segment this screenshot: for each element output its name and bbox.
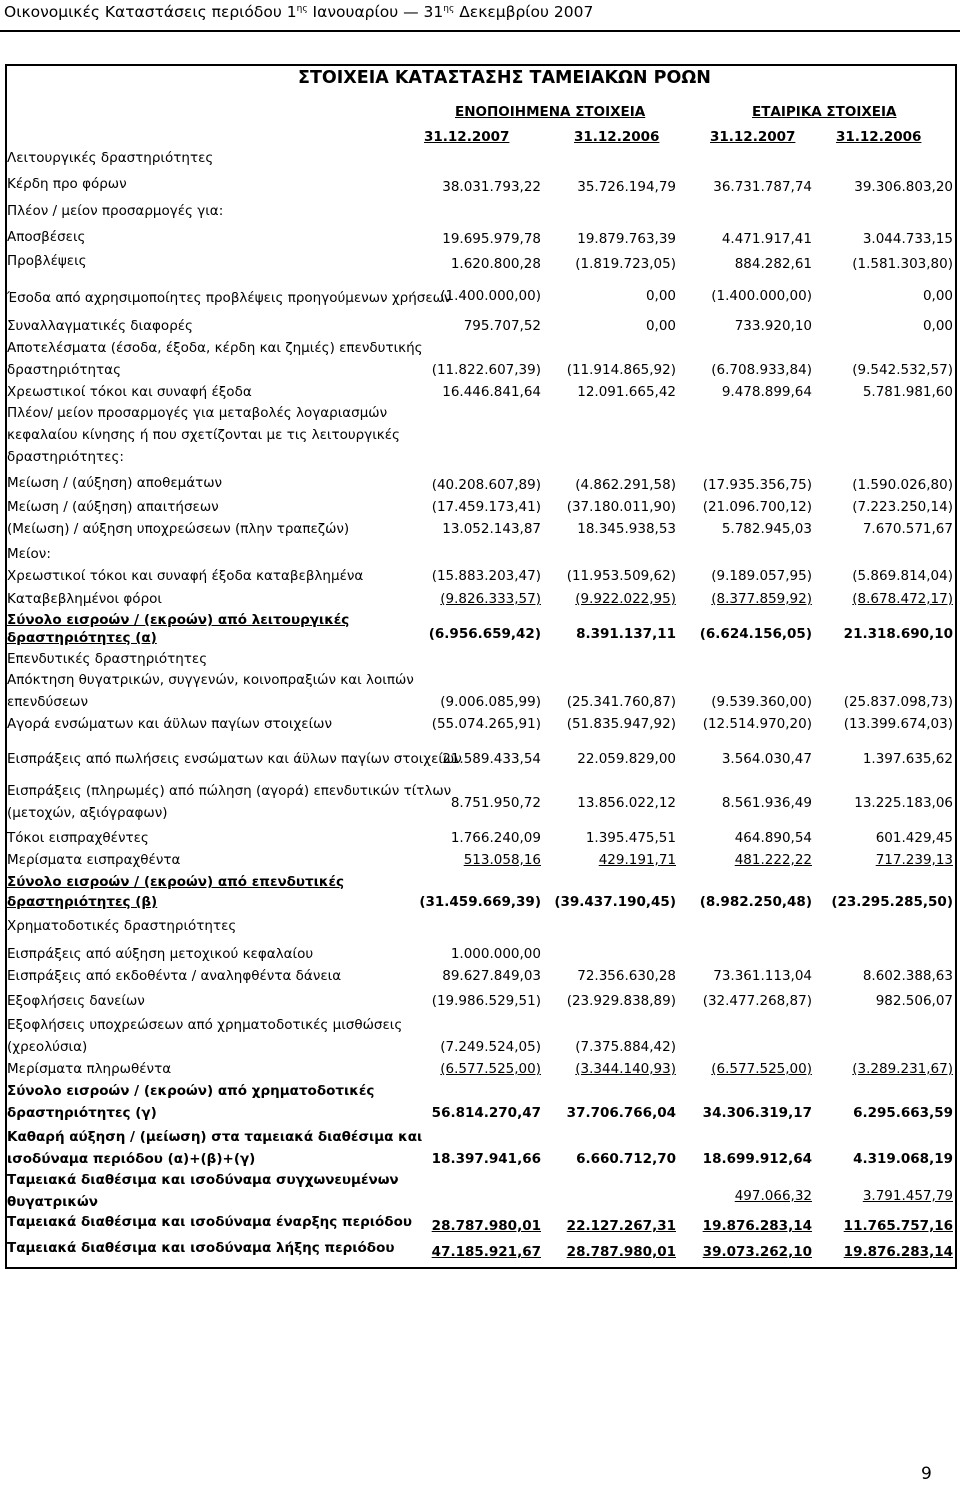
amount-cell: 884.282,61 xyxy=(734,256,812,272)
amount-cell: 18.397.941,66 xyxy=(431,1151,541,1167)
amount-cell: 47.185.921,67 xyxy=(431,1244,541,1260)
amount-cell: (1.400.000,00) xyxy=(711,288,812,304)
amount-cell: 34.306.319,17 xyxy=(702,1105,812,1121)
amount-cell: (1.400.000,00) xyxy=(440,288,541,304)
amount-cell: (32.477.268,87) xyxy=(702,993,812,1009)
amount-cell: (55.074.265,91) xyxy=(431,716,541,732)
amount-cell: (1.819.723,05) xyxy=(575,256,676,272)
amount-cell: 513.058,16 xyxy=(463,852,541,868)
amount-cell: 1.766.240,09 xyxy=(450,830,541,846)
amount-cell: 38.031.793,22 xyxy=(442,179,541,195)
date-header: 31.12.2007 xyxy=(710,129,796,145)
row-label: Χρεωστικοί τόκοι και συναφή έξοδα καταβεβλημένα xyxy=(7,568,364,584)
row-label: δραστηριότητας xyxy=(7,362,121,378)
amount-cell: 36.731.787,74 xyxy=(713,179,812,195)
amount-cell: 6.660.712,70 xyxy=(576,1151,676,1167)
amount-cell: 8.561.936,49 xyxy=(721,795,812,811)
row-label: (χρεολύσια) xyxy=(7,1039,88,1055)
amount-cell: 19.876.283,14 xyxy=(702,1218,812,1234)
amount-cell: (3.344.140,93) xyxy=(575,1061,676,1077)
statement-title: ΣΤΟΙΧΕΙΑ ΚΑΤΑΣΤΑΣΗΣ ΤΑΜΕΙΑΚΩΝ ΡΟΩΝ xyxy=(298,68,711,88)
row-label: Έσοδα από αχρησιμοποίητες προβλέψεις προηγούμενων χρήσεων xyxy=(7,290,452,306)
amount-cell: (7.249.524,05) xyxy=(440,1039,541,1055)
amount-cell: (3.289.231,67) xyxy=(852,1061,953,1077)
amount-cell: (17.459.173,41) xyxy=(431,499,541,515)
row-label: Απόκτηση θυγατρικών, συγγενών, κοινοπραξιών και λοιπών xyxy=(7,672,414,688)
row-label: Μερίσματα εισπραχθέντα xyxy=(7,852,181,868)
row-label: Ταμειακά διαθέσιμα και ισοδύναμα λήξης περιόδου xyxy=(7,1240,395,1256)
row-label: Εξοφλήσεις υποχρεώσεων από χρηματοδοτικές μισθώσεις xyxy=(7,1017,403,1033)
amount-cell: 8.751.950,72 xyxy=(450,795,541,811)
row-label: (μετοχών, αξιόγραφων) xyxy=(7,805,168,821)
amount-cell: 3.564.030,47 xyxy=(721,751,812,767)
row-label: Μείον: xyxy=(7,546,51,562)
amount-cell: 18.345.938,53 xyxy=(577,521,676,537)
row-label: Προβλέψεις xyxy=(7,253,87,269)
amount-cell: (25.837.098,73) xyxy=(843,694,953,710)
row-label: Σύνολο εισροών / (εκροών) από χρηματοδοτικές xyxy=(7,1083,375,1099)
row-label: Χρηματοδοτικές δραστηριότητες xyxy=(7,918,237,934)
amount-cell: (1.581.303,80) xyxy=(852,256,953,272)
amount-cell: 11.765.757,16 xyxy=(843,1218,953,1234)
row-label: Αποσβέσεις xyxy=(7,229,86,245)
amount-cell: (25.341.760,87) xyxy=(566,694,676,710)
row-label: δραστηριότητες (α) xyxy=(7,630,157,646)
row-label: Ταμειακά διαθέσιμα και ισοδύναμα συγχωνευμένων xyxy=(7,1172,399,1188)
row-label: Καθαρή αύξηση / (μείωση) στα ταμειακά διαθέσιμα και xyxy=(7,1129,423,1145)
amount-cell: 35.726.194,79 xyxy=(577,179,676,195)
amount-cell: (9.539.360,00) xyxy=(711,694,812,710)
amount-cell: (9.922.022,95) xyxy=(575,591,676,607)
amount-cell: (5.869.814,04) xyxy=(852,568,953,584)
amount-cell: (8.377.859,92) xyxy=(711,591,812,607)
amount-cell: 4.471.917,41 xyxy=(721,231,812,247)
amount-cell: (6.956.659,42) xyxy=(428,626,541,642)
amount-cell: (15.883.203,47) xyxy=(431,568,541,584)
row-label: Σύνολο εισροών / (εκροών) από λειτουργικές xyxy=(7,612,350,628)
amount-cell: 89.627.849,03 xyxy=(442,968,541,984)
row-label: Μείωση / (αύξηση) απαιτήσεων xyxy=(7,499,219,515)
row-label: Μερίσματα πληρωθέντα xyxy=(7,1061,172,1077)
row-label: Πλέον / μείον προσαρμογές για: xyxy=(7,203,224,219)
amount-cell: 22.059.829,00 xyxy=(577,751,676,767)
amount-cell: (6.577.525,00) xyxy=(711,1061,812,1077)
amount-cell: (23.295.285,50) xyxy=(831,894,953,910)
amount-cell: 13.856.022,12 xyxy=(577,795,676,811)
amount-cell: (9.826.333,57) xyxy=(440,591,541,607)
amount-cell: 28.787.980,01 xyxy=(431,1218,541,1234)
amount-cell: 982.506,07 xyxy=(875,993,953,1009)
amount-cell: 8.391.137,11 xyxy=(576,626,676,642)
amount-cell: (51.835.947,92) xyxy=(566,716,676,732)
amount-cell: (6.624.156,05) xyxy=(699,626,812,642)
amount-cell: 39.306.803,20 xyxy=(854,179,953,195)
amount-cell: 5.781.981,60 xyxy=(862,384,953,400)
amount-cell: 0,00 xyxy=(645,318,676,334)
group-consolidated: ΕΝΟΠΟΙΗΜΕΝΑ ΣΤΟΙΧΕΙΑ xyxy=(455,104,646,120)
amount-cell: 601.429,45 xyxy=(875,830,953,846)
amount-cell: 37.706.766,04 xyxy=(566,1105,676,1121)
amount-cell: 464.890,54 xyxy=(734,830,812,846)
row-label: θυγατρικών xyxy=(7,1194,98,1210)
row-label: (Μείωση) / αύξηση υποχρεώσεων (πλην τραπεζών) xyxy=(7,521,350,537)
amount-cell: (12.514.970,20) xyxy=(702,716,812,732)
amount-cell: (9.189.057,95) xyxy=(711,568,812,584)
amount-cell: 0,00 xyxy=(922,318,953,334)
amount-cell: (8.678.472,17) xyxy=(852,591,953,607)
amount-cell: 19.879.763,39 xyxy=(577,231,676,247)
row-label: Χρεωστικοί τόκοι και συναφή έξοδα xyxy=(7,384,252,400)
amount-cell: 0,00 xyxy=(645,288,676,304)
amount-cell: (31.459.669,39) xyxy=(419,894,541,910)
amount-cell: 3.044.733,15 xyxy=(862,231,953,247)
amount-cell: 72.356.630,28 xyxy=(577,968,676,984)
amount-cell: 19.695.979,78 xyxy=(442,231,541,247)
amount-cell: (6.708.933,84) xyxy=(711,362,812,378)
amount-cell: 1.000.000,00 xyxy=(450,946,541,962)
amount-cell: 21.318.690,10 xyxy=(843,626,953,642)
row-label: Λειτουργικές δραστηριότητες xyxy=(7,150,214,166)
date-header: 31.12.2007 xyxy=(424,129,510,145)
amount-cell: (8.982.250,48) xyxy=(699,894,812,910)
amount-cell: 13.052.143,87 xyxy=(442,521,541,537)
amount-cell: (17.935.356,75) xyxy=(702,477,812,493)
amount-cell: (11.914.865,92) xyxy=(566,362,676,378)
amount-cell: 1.620.800,28 xyxy=(450,256,541,272)
amount-cell: 8.602.388,63 xyxy=(862,968,953,984)
row-label: ισοδύναμα περιόδου (α)+(β)+(γ) xyxy=(7,1151,256,1167)
amount-cell: (13.399.674,03) xyxy=(843,716,953,732)
amount-cell: 1.395.475,51 xyxy=(585,830,676,846)
amount-cell: 4.319.068,19 xyxy=(853,1151,953,1167)
amount-cell: 0,00 xyxy=(922,288,953,304)
amount-cell: 733.920,10 xyxy=(734,318,812,334)
row-label: επενδύσεων xyxy=(7,694,89,710)
group-company: ΕΤΑΙΡΙΚΑ ΣΤΟΙΧΕΙΑ xyxy=(752,104,897,120)
row-label: Τόκοι εισπραχθέντες xyxy=(7,830,149,846)
amount-cell: 21.589.433,54 xyxy=(442,751,541,767)
row-label: δραστηριότητες (γ) xyxy=(7,1105,157,1121)
amount-cell: (7.223.250,14) xyxy=(852,499,953,515)
amount-cell: 1.397.635,62 xyxy=(862,751,953,767)
amount-cell: 9.478.899,64 xyxy=(721,384,812,400)
amount-cell: (6.577.525,00) xyxy=(440,1061,541,1077)
amount-cell: 13.225.183,06 xyxy=(854,795,953,811)
row-label: Εισπράξεις (πληρωμές) από πώληση (αγορά) επενδυτικών τίτλων xyxy=(7,783,452,799)
amount-cell: (37.180.011,90) xyxy=(566,499,676,515)
amount-cell: (9.542.532,57) xyxy=(852,362,953,378)
row-label: Επενδυτικές δραστηριότητες xyxy=(7,651,208,667)
amount-cell: 39.073.262,10 xyxy=(702,1244,812,1260)
date-header: 31.12.2006 xyxy=(574,129,660,145)
amount-cell: 22.127.267,31 xyxy=(566,1218,676,1234)
row-label: κεφαλαίου κίνησης ή που σχετίζονται με τις λειτουργικές xyxy=(7,427,400,443)
row-label: Εισπράξεις από αύξηση μετοχικού κεφαλαίου xyxy=(7,946,314,962)
amount-cell: 5.782.945,03 xyxy=(721,521,812,537)
amount-cell: 19.876.283,14 xyxy=(843,1244,953,1260)
amount-cell: 18.699.912,64 xyxy=(702,1151,812,1167)
row-label: δραστηριότητες (β) xyxy=(7,894,158,910)
row-label: Αποτελέσματα (έσοδα, έξοδα, κέρδη και ζημιές) επενδυτικής xyxy=(7,340,423,356)
amount-cell: 3.791.457,79 xyxy=(862,1188,953,1204)
amount-cell: 12.091.665,42 xyxy=(577,384,676,400)
amount-cell: 481.222,22 xyxy=(734,852,812,868)
row-label: Καταβεβλημένοι φόροι xyxy=(7,591,162,607)
row-label: Αγορά ενσώματων και άϋλων παγίων στοιχείων xyxy=(7,716,332,732)
row-label: Μείωση / (αύξηση) αποθεμάτων xyxy=(7,475,223,491)
amount-cell: 7.670.571,67 xyxy=(862,521,953,537)
amount-cell: 56.814.270,47 xyxy=(431,1105,541,1121)
row-label: Συναλλαγματικές διαφορές xyxy=(7,318,193,334)
row-label: Σύνολο εισροών / (εκροών) από επενδυτικές xyxy=(7,874,345,890)
amount-cell: (23.929.838,89) xyxy=(566,993,676,1009)
row-label: δραστηριότητες: xyxy=(7,449,124,465)
header-rule xyxy=(0,30,960,32)
row-label: Ταμειακά διαθέσιμα και ισοδύναμα έναρξης περιόδου xyxy=(7,1214,412,1230)
amount-cell: (1.590.026,80) xyxy=(852,477,953,493)
amount-cell: 429.191,71 xyxy=(598,852,676,868)
row-label: Κέρδη προ φόρων xyxy=(7,176,127,192)
amount-cell: (21.096.700,12) xyxy=(702,499,812,515)
row-label: Εισπράξεις από εκδοθέντα / αναληφθέντα δάνεια xyxy=(7,968,342,984)
amount-cell: 73.361.113,04 xyxy=(713,968,812,984)
amount-cell: 16.446.841,64 xyxy=(442,384,541,400)
amount-cell: (40.208.607,89) xyxy=(431,477,541,493)
amount-cell: (7.375.884,42) xyxy=(575,1039,676,1055)
amount-cell: 795.707,52 xyxy=(463,318,541,334)
amount-cell: (9.006.085,99) xyxy=(440,694,541,710)
page-header: Οικονομικές Καταστάσεις περιόδου $1^{\eta\varsigma}$ Ιανουαρίου — $31^{\eta\varsigma}$ Δεκεμβρίου 2007 xyxy=(4,3,594,21)
row-label: Εισπράξεις από πωλήσεις ενσώματων και άϋλων παγίων στοιχείων xyxy=(7,751,462,767)
row-label: Πλέον/ μείον προσαρμογές για μεταβολές λογαριασμών xyxy=(7,405,388,421)
amount-cell: 28.787.980,01 xyxy=(566,1244,676,1260)
amount-cell: (39.437.190,45) xyxy=(554,894,676,910)
amount-cell: (11.953.509,62) xyxy=(566,568,676,584)
row-label: Εξοφλήσεις δανείων xyxy=(7,993,145,1009)
amount-cell: 6.295.663,59 xyxy=(853,1105,953,1121)
amount-cell: 497.066,32 xyxy=(734,1188,812,1204)
date-header: 31.12.2006 xyxy=(836,129,922,145)
amount-cell: 717.239,13 xyxy=(875,852,953,868)
page-number: 9 xyxy=(921,1464,932,1484)
amount-cell: (4.862.291,58) xyxy=(575,477,676,493)
amount-cell: (19.986.529,51) xyxy=(431,993,541,1009)
amount-cell: (11.822.607,39) xyxy=(431,362,541,378)
